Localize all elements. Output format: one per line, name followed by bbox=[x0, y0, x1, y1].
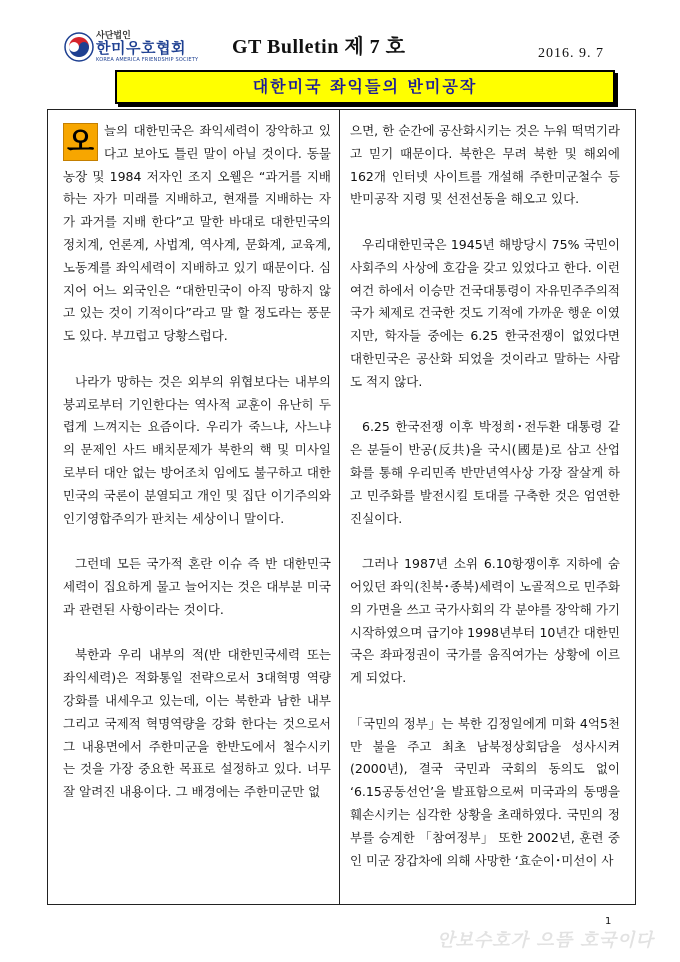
headline: 대한미국 좌익들의 반미공작 bbox=[252, 77, 478, 96]
paragraph: 그러나 1987년 소위 6.10항쟁이후 지하에 숨어있던 좌익(친북･종북)세력이 노골적으로 민주화의 가면을 쓰고 국가사회의 각 분야를 장악해 가기 시작하였으며 급기야 1998년부터 10년간 대한민국은 좌파정권이 국가를 움직여가는 상황에 이르게 되었다. bbox=[350, 556, 620, 686]
issue-date: 2016. 9. 7 bbox=[538, 46, 604, 61]
paragraph: 6.25 한국전쟁 이후 박정희･전두환 대통령 같은 분들이 반공(反共)을 국시(國是)로 삼고 산업화를 통해 우리민족 반만년역사상 가장 잘살게 하고 민주화를 발전시킬 토대를 구축한 것은 엄연한 진실이다. bbox=[350, 419, 620, 526]
watermark: 안보수호가 으뜸 호국이다 bbox=[437, 930, 654, 951]
org-logo bbox=[64, 28, 204, 68]
paragraph: 으면, 한 순간에 공산화시키는 것은 누워 떡먹기라고 믿기 때문이다. 북한은 무려 북한 및 해외에 162개 인터넷 사이트를 개설해 주한미군철수 등 반미공작 지령 및 선전선동을 해오고 있다. bbox=[350, 123, 620, 207]
paragraph-text: 늘의 대한민국은 좌익세력이 장악하고 있다고 보아도 틀린 말이 아닐 것이다. 동물농장 및 1984 저자인 조지 오웰은 “과거를 지배하는 자가 미래를 지배하고, 현재를 지배하는 자가 과거를 지배 한다”고 말한 바대로 대한민국의 정치계, 언론계, 사법계, 역사계, 문화계, 교육계, 노동계를 좌익세력이 지배하고 있기 때문이다. 심지어 어느 외국인은 “대한민국이 아직 망하지 않고 있는 것이 기적이다”라고 말 할 정도라는 풍문도 있다. 부끄럽고 당황스럽다. bbox=[63, 123, 331, 344]
taegeuk-emblem-icon bbox=[64, 32, 94, 62]
right-column bbox=[350, 120, 620, 895]
paragraph: 나라가 망하는 것은 외부의 위협보다는 내부의 붕괴로부터 기인한다는 역사적 교훈이 유난히 두렵게 느껴지는 요즘이다. 우리가 죽느냐, 사느냐의 문제인 사드 배치문제가 북한의 핵 및 미사일로부터 대안 없는 방어조치 임에도 불구하고 대한민국의 국론이 분열되고 개인 및 집단 이기주의와 인기영합주의가 판치는 세상이니 말이다. bbox=[63, 373, 331, 526]
left-column bbox=[63, 120, 331, 827]
org-name: 한미우호협회 bbox=[96, 39, 186, 57]
paragraph: 북한과 우리 내부의 적(반 대한민국세력 또는 좌익세력)은 적화통일 전략으로서 3대혁명 역량강화를 내세우고 있는데, 이는 북한과 남한 내부 그리고 국제적 혁명역량을 강화 한다는 것으로서 그 내용면에서 주한미군을 한반도에서 철수시키는 것을 가장 중요한 목표로 설정하고 있다. 너무 잘 알려진 내용이다. 그 배경에는 주한미군만 없 bbox=[63, 647, 331, 800]
paragraph: 우리대한민국은 1945년 해방당시 75% 국민이 사회주의 사상에 호감을 갖고 있었다고 한다. 이런 여건 하에서 이승만 건국대통령이 자유민주주의적 국가 체제로 건국한 것도 기적에 가까운 행운 이였지만, 학자들 중에는 6.25 한국전쟁이 없었다면 대한민국은 공산화 되었을 것이라고 말하는 사람도 적지 않다. bbox=[350, 236, 620, 389]
paragraph bbox=[63, 120, 331, 348]
org-name-en: KOREA AMERICA FRIENDSHIP SOCIETY bbox=[96, 57, 199, 63]
paragraph: 「국민의 정부」는 북한 김정일에게 미화 4억5천만 불을 주고 최초 남북정상회담을 성사시켜(2000년), 결국 국민과 국회의 동의도 없이 ‘6.15공동선언’을 발표함으로써 미국과의 동맹을 훼손시키는 심각한 상황을 초래하였다. 국민의 정부를 승계한 「참여정부」 또한 2002년, 훈련 중인 미군 장갑차에 의해 사망한 ‘효순이･미선이 사 bbox=[350, 715, 620, 868]
column-divider bbox=[339, 109, 340, 905]
drop-cap: 오 bbox=[63, 123, 98, 161]
paragraph: 그런데 모든 국가적 혼란 이슈 즉 반 대한민국세력이 집요하게 물고 늘어지는 것은 대부분 미국과 관련된 사항이라는 것이다. bbox=[63, 556, 331, 617]
page-number: 1 bbox=[605, 916, 612, 927]
bulletin-title: GT Bulletin 제 7 호 bbox=[232, 36, 406, 58]
org-prefix: 사단법인 bbox=[96, 31, 131, 41]
headline-banner bbox=[115, 70, 615, 104]
